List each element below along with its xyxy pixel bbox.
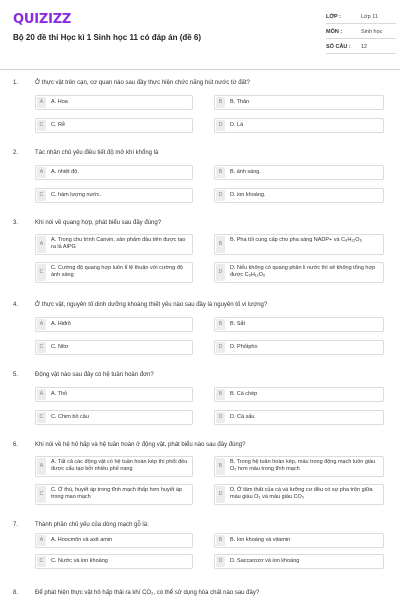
meta-row-class bbox=[326, 12, 396, 24]
option-text: C. Ở thú, huyết áp trong tĩnh mạch thấp hơn huyết áp trong mao mạch bbox=[51, 487, 182, 500]
meta-label: MÔN : bbox=[326, 29, 343, 35]
option-text: C. Rễ bbox=[51, 122, 66, 128]
option-text: D. Saccarozơ và ion khoáng bbox=[230, 558, 300, 564]
option-letter: A bbox=[37, 319, 46, 330]
header-divider bbox=[0, 69, 400, 70]
meta-label: LỚP : bbox=[326, 14, 341, 20]
option-text: C. Nước và ion khoáng bbox=[51, 558, 108, 564]
question-number: 8. bbox=[13, 590, 19, 596]
option-text: A. nhiệt độ. bbox=[51, 169, 79, 175]
option-c[interactable] bbox=[35, 262, 193, 283]
meta-value: Sinh học bbox=[361, 29, 383, 35]
meta-label: SỐ CÂU : bbox=[326, 44, 351, 50]
option-a[interactable] bbox=[35, 317, 193, 332]
option-a[interactable] bbox=[35, 533, 193, 548]
option-b[interactable] bbox=[214, 234, 384, 255]
option-c[interactable] bbox=[35, 484, 193, 505]
option-letter: D bbox=[216, 342, 225, 353]
option-a[interactable] bbox=[35, 456, 193, 477]
document-title: Bộ 20 đề thi Học kì 1 Sinh học 11 có đáp án (đề 6) bbox=[13, 33, 202, 42]
option-b[interactable] bbox=[214, 95, 384, 110]
option-letter: D bbox=[216, 120, 225, 131]
option-letter: D bbox=[216, 486, 225, 503]
option-letter: C bbox=[37, 342, 46, 353]
option-d[interactable] bbox=[214, 410, 384, 425]
question-text: Khi nói về quang hợp, phát biểu sau đây đúng? bbox=[35, 220, 162, 226]
option-b[interactable] bbox=[214, 317, 384, 332]
option-b[interactable] bbox=[214, 165, 384, 180]
option-text: B. Ion khoáng và vitamin bbox=[230, 537, 291, 543]
option-text: C. Cường độ quang hợp luôn tỉ lệ thuận với cường độ ánh sáng bbox=[51, 265, 183, 278]
question-text: Ở thực vật, nguyên tố dinh dưỡng khoáng thiết yếu nào sau đây là nguyên tố vi lượng? bbox=[35, 302, 268, 308]
option-a[interactable] bbox=[35, 387, 193, 402]
option-text: B. Cá chép bbox=[230, 391, 258, 397]
option-text: A. Hiđrô bbox=[51, 321, 71, 327]
option-c[interactable] bbox=[35, 410, 193, 425]
option-text: B. Thân bbox=[230, 99, 250, 105]
option-text: D. Phốtpho bbox=[230, 344, 258, 350]
option-a[interactable] bbox=[35, 165, 193, 180]
option-b[interactable] bbox=[214, 533, 384, 548]
option-letter: C bbox=[37, 412, 46, 423]
option-text: D. ion khoáng. bbox=[230, 192, 266, 198]
option-text: B. Trong hệ tuần hoàn kép, máu trong động mạch luôn giàu O₂ hơn máu trong tĩnh mạch bbox=[230, 459, 376, 472]
option-letter: A bbox=[37, 236, 46, 253]
option-d[interactable] bbox=[214, 554, 384, 569]
option-text: D. Ở tâm thất của cá và lưỡng cư đều có sự pha trộn giữa máu giàu O₂ và máu giàu CO₂ bbox=[230, 487, 373, 500]
option-text: B. Sắt bbox=[230, 321, 245, 327]
document-header bbox=[0, 0, 400, 70]
option-text: C. Nitơ bbox=[51, 344, 69, 350]
option-letter: B bbox=[216, 535, 225, 546]
option-letter: B bbox=[216, 167, 225, 178]
option-text: B. Pha tối cung cấp cho pha sáng NADP+ và C₆H₁₂O₆ bbox=[230, 237, 362, 243]
question-text: Thành phần chủ yếu của dòng mạch gỗ là: bbox=[35, 522, 149, 528]
option-letter: B bbox=[216, 97, 225, 108]
option-letter: B bbox=[216, 458, 225, 475]
question-number: 5. bbox=[13, 372, 19, 378]
option-letter: A bbox=[37, 535, 46, 546]
option-text: A. Thỏ bbox=[51, 391, 68, 397]
meta-value: 12 bbox=[361, 44, 368, 50]
question-text: Ở thực vật trên cạn, cơ quan nào sau đây thực hiện chức năng hút nước từ đất? bbox=[35, 80, 250, 86]
option-letter: B bbox=[216, 319, 225, 330]
option-c[interactable] bbox=[35, 340, 193, 355]
question-number: 6. bbox=[13, 442, 19, 448]
question-number: 4. bbox=[13, 302, 19, 308]
option-text: C. Chim bồ câu bbox=[51, 414, 89, 420]
option-d[interactable] bbox=[214, 340, 384, 355]
option-letter: C bbox=[37, 264, 46, 281]
question-text: Động vật nào sau đây có hệ tuần hoàn đơn? bbox=[35, 372, 154, 378]
option-text: A. Hoa bbox=[51, 99, 68, 105]
meta-row-subject bbox=[326, 27, 396, 39]
option-d[interactable] bbox=[214, 118, 384, 133]
option-letter: A bbox=[37, 167, 46, 178]
option-text: D. Lá bbox=[230, 122, 244, 128]
option-d[interactable] bbox=[214, 188, 384, 203]
option-c[interactable] bbox=[35, 118, 193, 133]
option-c[interactable] bbox=[35, 554, 193, 569]
option-letter: A bbox=[37, 97, 46, 108]
question-text: Để phát hiện thực vật hô hấp thải ra khí CO₂, có thể sử dụng hóa chất nào sau đây? bbox=[35, 590, 260, 596]
question-number: 2. bbox=[13, 150, 19, 156]
option-text: B. ánh sáng. bbox=[230, 169, 261, 175]
option-letter: B bbox=[216, 236, 225, 253]
question-text: Khi nói về hệ hô hấp và hệ tuần hoàn ở động vật, phát biểu nào sau đây đúng? bbox=[35, 442, 246, 448]
option-letter: D bbox=[216, 190, 225, 201]
option-letter: A bbox=[37, 458, 46, 475]
option-letter: C bbox=[37, 486, 46, 503]
option-text: A. Hoocmôn và axit amin bbox=[51, 537, 113, 543]
option-a[interactable] bbox=[35, 95, 193, 110]
option-text: C. hàm lượng nước. bbox=[51, 192, 102, 198]
question-number: 3. bbox=[13, 220, 19, 226]
meta-row-count bbox=[326, 42, 396, 54]
option-d[interactable] bbox=[214, 262, 384, 283]
option-text: A. Trong chu trình Canvin, sản phẩm đầu tiên được tạo ra là AlPG bbox=[51, 237, 186, 250]
option-b[interactable] bbox=[214, 456, 384, 477]
quizizz-logo: QUIZIZZ bbox=[13, 12, 72, 27]
option-b[interactable] bbox=[214, 387, 384, 402]
option-c[interactable] bbox=[35, 188, 193, 203]
option-letter: C bbox=[37, 556, 46, 567]
option-letter: D bbox=[216, 264, 225, 281]
question-number: 7. bbox=[13, 522, 19, 528]
option-letter: D bbox=[216, 556, 225, 567]
option-d[interactable] bbox=[214, 484, 384, 505]
option-text: A. Tất cả các động vật có hệ tuần hoàn kép thì phổi đều được cấu tạo bởi nhiều phế nang bbox=[51, 459, 188, 472]
question-number: 1. bbox=[13, 80, 19, 86]
option-text: D. Cá sấu bbox=[230, 414, 255, 420]
meta-value: Lớp 11 bbox=[361, 14, 378, 20]
option-letter: B bbox=[216, 389, 225, 400]
option-letter: D bbox=[216, 412, 225, 423]
option-letter: A bbox=[37, 389, 46, 400]
option-letter: C bbox=[37, 120, 46, 131]
option-a[interactable] bbox=[35, 234, 193, 255]
option-letter: C bbox=[37, 190, 46, 201]
question-text: Tác nhân chủ yếu điều tiết độ mở khí khổng là bbox=[35, 150, 159, 156]
option-text: D. Nếu không có quang phân li nước thì sẽ không tổng hợp được C₆H₁₂O₆ bbox=[230, 265, 376, 278]
